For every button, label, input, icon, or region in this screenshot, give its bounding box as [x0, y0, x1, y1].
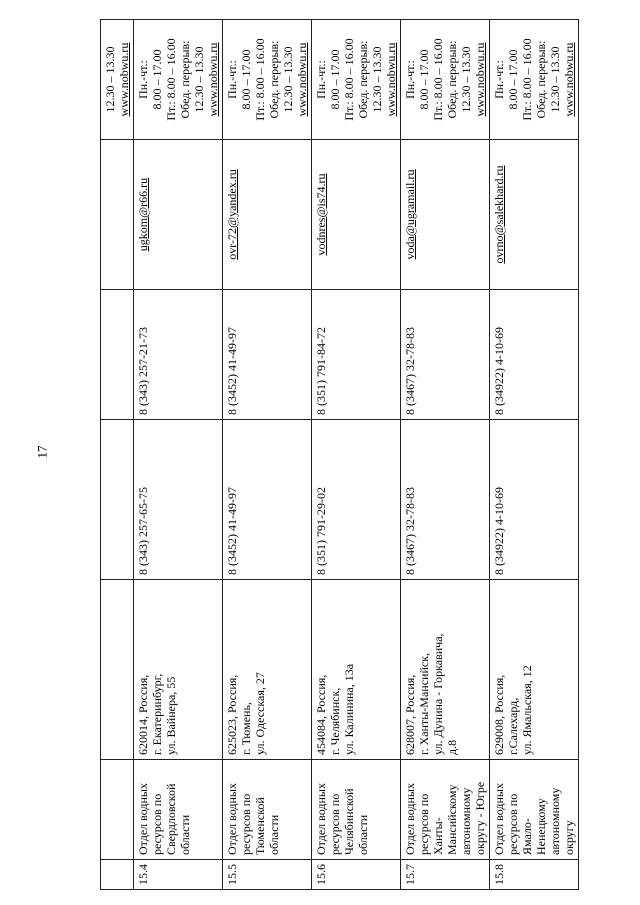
row-number: 15.6 — [314, 864, 328, 885]
continuation-hours-cell — [101, 20, 134, 140]
phone-number: 8 (343) 257-65-75 — [136, 487, 150, 575]
working-hours-cell — [134, 20, 223, 140]
hours-line: 12.30 – 13.30 — [192, 46, 206, 113]
table-row — [134, 20, 223, 890]
row-number-cell — [223, 860, 312, 890]
organization-line: Свердловской — [164, 783, 178, 855]
address-line: д.8 — [445, 739, 459, 755]
rotated-table-container — [100, 20, 576, 890]
site-link[interactable]: www.nobwu.ru — [562, 42, 576, 117]
fax-number: 8 (3452) 41-49-97 — [225, 327, 239, 415]
address-line: ул. Дунина - Горкавича, — [431, 633, 445, 755]
organization-line: ресурсов по — [417, 793, 431, 855]
organization-line: автономному — [548, 787, 562, 855]
address-line: 629008, Россия, — [492, 674, 506, 755]
row-number: 15.4 — [136, 864, 150, 885]
organization-line: Ханты- — [431, 817, 445, 855]
phone-cell — [401, 420, 490, 580]
email-cell — [490, 140, 579, 290]
organization-line: Мансийскому — [445, 784, 459, 855]
email-cell — [312, 140, 401, 290]
address-line: 454084, Россия, — [314, 674, 328, 755]
address-cell — [312, 580, 401, 760]
fax-cell — [223, 290, 312, 420]
row-number: 15.5 — [225, 864, 239, 885]
continuation-row — [101, 20, 134, 890]
organization-line: Ямало- — [520, 818, 534, 855]
fax-number: 8 (34922) 4-10-69 — [492, 327, 506, 415]
address-line: 628007, Россия, — [403, 674, 417, 755]
email-link[interactable]: ovrno@salekhard.ru — [492, 165, 506, 264]
table-row — [312, 20, 401, 890]
fax-cell — [312, 290, 401, 420]
email-cell — [223, 140, 312, 290]
working-hours-cell — [401, 20, 490, 140]
hours-line: Пн.-чт.: — [225, 60, 239, 99]
site-link[interactable]: www.nobwu.ru — [384, 42, 398, 117]
hours-line: 8.00 – 17.00 — [150, 49, 164, 110]
email-cell — [401, 140, 490, 290]
address-line: 620014, Россия, — [136, 674, 150, 755]
row-number: 15.7 — [403, 864, 417, 885]
hours-line: Обед. перерыв: — [445, 40, 459, 119]
organization-line: области — [267, 814, 281, 855]
hours-line: 12.30 – 13.30 — [459, 46, 473, 113]
hours-line: Пн.-чт.: — [314, 60, 328, 99]
organization-line: Отдел водных — [225, 783, 239, 855]
organization-cell — [312, 760, 401, 860]
address-line: ул. Ямальская, 12 — [520, 665, 534, 755]
hours-line: 8.00 – 17.00 — [417, 49, 431, 110]
address-cell — [401, 580, 490, 760]
hours-line: 12.30 – 13.30 — [103, 46, 117, 113]
address-line: ул. Калинина, 13а — [342, 663, 356, 755]
row-number-cell — [401, 860, 490, 890]
hours-line: Пт.: 8.00 – 16.00 — [431, 38, 445, 121]
row-number: 15.8 — [492, 864, 506, 885]
site-link[interactable]: www.nobwu.ru — [473, 42, 487, 117]
email-link[interactable]: voda@ugramail.ru — [403, 169, 417, 260]
hours-line: 8.00 – 17.00 — [506, 49, 520, 110]
fax-number: 8 (3467) 32-78-83 — [403, 327, 417, 415]
contacts-table — [100, 19, 579, 890]
phone-number: 8 (3467) 32-78-83 — [403, 487, 417, 575]
organization-line: Отдел водных — [492, 783, 506, 855]
hours-line: Пн.-чт.: — [403, 60, 417, 99]
address-cell — [223, 580, 312, 760]
hours-line: Пт.: 8.00 – 16.00 — [520, 38, 534, 121]
row-number-cell — [490, 860, 579, 890]
email-link[interactable]: vodnres@is74.ru — [314, 173, 328, 256]
hours-line: Обед. перерыв: — [356, 40, 370, 119]
phone-cell — [312, 420, 401, 580]
organization-line: Отдел водных — [314, 783, 328, 855]
address-line: г.Салехард, — [506, 697, 520, 755]
organization-cell — [134, 760, 223, 860]
fax-cell — [490, 290, 579, 420]
organization-line: области — [356, 814, 370, 855]
organization-line: Челябинской — [342, 788, 356, 855]
organization-line: округу - Югре — [473, 781, 487, 855]
fax-number: 8 (343) 257-21-73 — [136, 327, 150, 415]
phone-number: 8 (3452) 41-49-97 — [225, 487, 239, 575]
working-hours-cell — [490, 20, 579, 140]
hours-line: Пт.: 8.00 – 16.00 — [253, 38, 267, 121]
hours-line: 8.00 – 17.00 — [328, 49, 342, 110]
hours-line: 12.30 – 13.30 — [548, 46, 562, 113]
organization-line: ресурсов по — [239, 793, 253, 855]
address-cell — [490, 580, 579, 760]
hours-line: 12.30 – 13.30 — [281, 46, 295, 113]
address-line: г. Екатеринбург, — [150, 673, 164, 755]
table-row — [223, 20, 312, 890]
organization-line: области — [178, 814, 192, 855]
row-number-cell — [134, 860, 223, 890]
row-number-cell — [312, 860, 401, 890]
email-link[interactable]: ovr-72@yandex.ru — [225, 169, 239, 260]
table-row — [490, 20, 579, 890]
email-link[interactable]: ugkom@r66.ru — [136, 177, 150, 252]
working-hours-cell — [312, 20, 401, 140]
organization-line: ресурсов по — [328, 793, 342, 855]
hours-line: Обед. перерыв: — [534, 40, 548, 119]
organization-line: Ненецкому — [534, 798, 548, 855]
address-cell — [134, 580, 223, 760]
phone-cell — [490, 420, 579, 580]
address-line: г. Ханты-Мансийск, — [417, 652, 431, 755]
organization-cell — [490, 760, 579, 860]
phone-number: 8 (34922) 4-10-69 — [492, 487, 506, 575]
phone-number: 8 (351) 791-29-02 — [314, 487, 328, 575]
organization-cell — [401, 760, 490, 860]
organization-line: Отдел водных — [403, 783, 417, 855]
hours-line: Пт.: 8.00 – 16.00 — [342, 38, 356, 121]
phone-cell — [223, 420, 312, 580]
address-line: г. Челябинск, — [328, 687, 342, 755]
organization-line: Тюменской — [253, 797, 267, 855]
table-row — [401, 20, 490, 890]
organization-line: ресурсов по — [150, 793, 164, 855]
working-hours-cell — [223, 20, 312, 140]
address-line: г. Тюмень, — [239, 702, 253, 755]
email-cell — [134, 140, 223, 290]
hours-line: Пт.: 8.00 – 16.00 — [164, 38, 178, 121]
address-line: ул. Вайнера, 55 — [164, 676, 178, 755]
organization-line: автономному — [459, 787, 473, 855]
phone-cell — [134, 420, 223, 580]
site-link[interactable]: www.nobwu.ru — [117, 42, 131, 117]
hours-line: 8.00 – 17.00 — [239, 49, 253, 110]
hours-line: 12.30 – 13.30 — [370, 46, 384, 113]
fax-cell — [134, 290, 223, 420]
organization-line: Отдел водных — [136, 783, 150, 855]
hours-line: Пн.-чт.: — [136, 60, 150, 99]
site-link[interactable]: www.nobwu.ru — [295, 42, 309, 117]
address-line: ул. Одесская, 27 — [253, 672, 267, 755]
page-number: 17 — [34, 445, 50, 459]
hours-line: Пн.-чт.: — [492, 60, 506, 99]
address-line: 625023, Россия, — [225, 674, 239, 755]
hours-line: Обед. перерыв: — [178, 40, 192, 119]
fax-number: 8 (351) 791-84-72 — [314, 327, 328, 415]
organization-line: ресурсов по — [506, 793, 520, 855]
site-link[interactable]: www.nobwu.ru — [206, 42, 220, 117]
organization-cell — [223, 760, 312, 860]
fax-cell — [401, 290, 490, 420]
hours-line: Обед. перерыв: — [267, 40, 281, 119]
organization-line: округу — [562, 820, 576, 855]
